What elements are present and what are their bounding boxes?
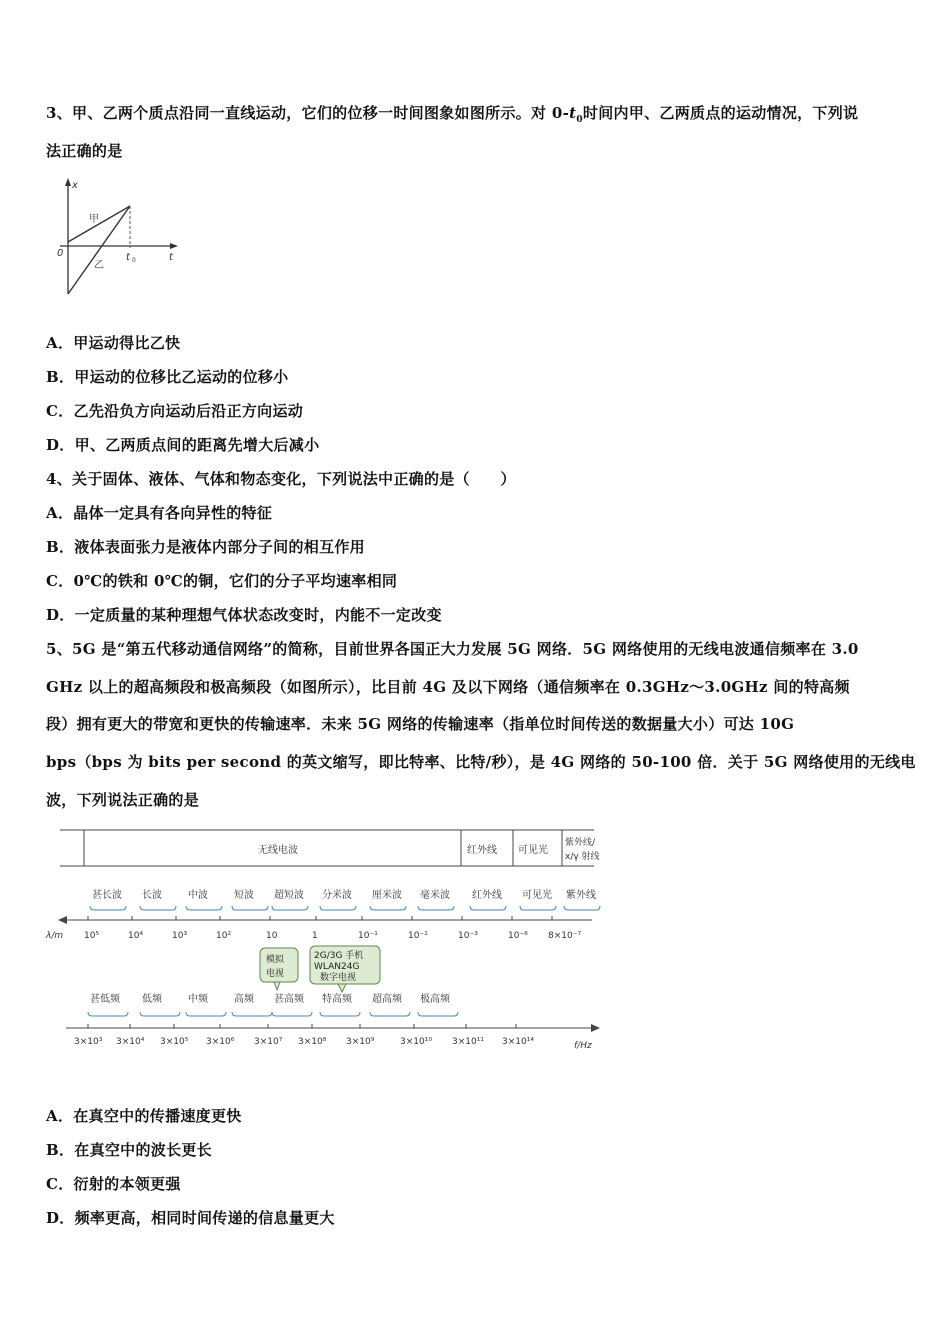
freq-band-label: 甚低频: [90, 994, 120, 1005]
wave-band-label: 分米波: [322, 890, 352, 901]
q5-stem-line2: GHz 以上的超高频段和极高频段（如图所示），比目前 4G 及以下网络（通信频率在 0.3GHz～3.0GHz 间的特高频: [46, 678, 850, 696]
y-axis-arrow: [65, 178, 71, 186]
wave-band-label: 红外线: [472, 890, 502, 901]
q3-option-d: D．甲、乙两质点间的距离先增大后减小: [46, 436, 320, 454]
q4-option-c: C．0℃的铁和 0℃的铜，它们的分子平均速率相同: [46, 572, 398, 590]
callout-analog-line1: 模拟: [266, 955, 285, 965]
wave-band-label: 厘米波: [372, 890, 402, 901]
wave-band-label: 紫外线: [566, 890, 596, 901]
mobile-callout-pointer: [338, 984, 346, 992]
frequency-axis-label: f/Hz: [574, 1041, 592, 1051]
header-radio-waves: 无线电波: [258, 845, 298, 856]
freq-tick-label: 3×10³: [74, 1037, 103, 1047]
x-axis-arrow: [170, 243, 178, 249]
freq-band-bracket: [272, 1012, 312, 1016]
freq-band-bracket: [320, 1012, 360, 1016]
freq-tick-label: 3×10⁴: [116, 1037, 145, 1047]
freq-tick-label: 3×10⁶: [206, 1037, 235, 1047]
t0-symbol: t: [569, 104, 577, 122]
wave-band-bracket: [520, 906, 556, 910]
wavelength-tick-label: 10⁻²: [408, 931, 428, 941]
freq-tick-label: 3×10⁸: [298, 1037, 327, 1047]
wave-band-bracket: [418, 906, 454, 910]
callout-analog-line2: 电视: [266, 969, 285, 979]
wavelength-tick-label: 1: [312, 931, 318, 941]
q4-option-b: B．液体表面张力是液体内部分子间的相互作用: [46, 538, 365, 556]
q3-stem-line1: 3、甲、乙两个质点沿同一直线运动，它们的位移一时间图象如图所示。对 $0-t_0$时间内甲、乙两质点的运动情况，下列说: [46, 104, 859, 125]
freq-tick-label: 3×10⁹: [346, 1037, 375, 1047]
q4-option-a: A．晶体一定具有各向异性的特征: [46, 504, 273, 522]
t0-label: t: [126, 252, 130, 263]
t0-sub: 0: [132, 257, 136, 264]
wave-band-label: 可见光: [522, 890, 552, 901]
wave-band-bracket: [272, 906, 308, 910]
wave-band-label: 甚长波: [92, 890, 122, 901]
frequency-axis-arrow: [591, 1024, 600, 1032]
header-infrared: 红外线: [467, 845, 497, 856]
q5-option-a: A．在真空中的传播速度更快: [46, 1107, 242, 1125]
freq-band-label: 超高频: [372, 994, 402, 1005]
freq-tick-label: 3×10¹¹: [452, 1037, 484, 1047]
wave-band-label: 毫米波: [420, 890, 450, 901]
freq-tick-label: 3×10⁵: [160, 1037, 189, 1047]
header-visible: 可见光: [518, 845, 548, 856]
wavelength-tick-label: 10²: [216, 931, 232, 941]
analog-tv-pointer: [274, 982, 280, 990]
line-b: [68, 206, 130, 294]
freq-band-label: 高频: [234, 994, 254, 1005]
wave-band-bracket: [470, 906, 506, 910]
q3-option-b: B．甲运动的位移比乙运动的位移小: [46, 368, 289, 386]
freq-band-label: 特高频: [322, 994, 352, 1005]
wavelength-axis-label: λ/m: [46, 931, 64, 941]
wavelength-tick-label: 10⁻¹: [358, 931, 378, 941]
line-b-label: 乙: [94, 260, 104, 271]
freq-band-label: 低频: [142, 994, 162, 1005]
freq-band-bracket: [370, 1012, 410, 1016]
freq-band-label: 中频: [188, 994, 208, 1005]
q5-option-b: B．在真空中的波长更长: [46, 1141, 212, 1159]
y-axis-label: x: [72, 180, 78, 191]
wavelength-tick-label: 10⁴: [128, 931, 144, 941]
freq-band-bracket: [418, 1012, 458, 1016]
origin-label: 0: [57, 248, 64, 259]
q5-stem-line5: 波，下列说法正确的是: [46, 791, 200, 809]
x-axis-label: t: [169, 252, 173, 263]
wave-band-label: 短波: [234, 890, 254, 901]
freq-band-bracket: [140, 1012, 180, 1016]
wave-band-bracket: [564, 906, 600, 910]
q3-stem-line2: 法正确的是: [46, 142, 123, 160]
wave-band-bracket: [320, 906, 356, 910]
q3-option-c: C．乙先沿负方向运动后沿正方向运动: [46, 402, 304, 420]
line-a: [68, 206, 130, 242]
freq-band-bracket: [186, 1012, 226, 1016]
q3-displacement-time-graph: [56, 176, 186, 300]
freq-band-label: 甚高频: [274, 994, 304, 1005]
wave-band-bracket: [370, 906, 406, 910]
wave-band-bracket: [232, 906, 268, 910]
q5-stem-line1: 5、5G 是“第五代移动通信网络”的简称，目前世界各国正大力发展 5G 网络．5G 网络使用的无线电波通信频率在 3.0: [46, 640, 859, 658]
q5-option-d: D．频率更高，相同时间传递的信息量更大: [46, 1209, 335, 1227]
callout-mobile-line3: 数字电视: [320, 973, 357, 983]
freq-tick-label: 3×10¹⁴: [502, 1037, 534, 1047]
wavelength-tick-label: 10³: [172, 931, 188, 941]
wave-band-bracket: [140, 906, 176, 910]
wave-band-bracket: [90, 906, 126, 910]
wave-band-bracket: [186, 906, 222, 910]
callout-mobile-line2: WLAN24G: [314, 962, 360, 972]
wave-band-label: 长波: [142, 890, 162, 901]
callout-mobile-line1: 2G/3G 手机: [314, 951, 364, 961]
freq-tick-label: 3×10⁷: [254, 1037, 283, 1047]
wave-band-label: 超短波: [274, 890, 304, 901]
line-a-label: 甲: [89, 214, 99, 225]
header-uv: 紫外线/: [565, 838, 596, 848]
freq-band-bracket: [88, 1012, 128, 1016]
q3-option-a: A．甲运动得比乙快: [46, 334, 181, 352]
wavelength-tick-label: 10: [266, 931, 278, 941]
wavelength-tick-label: 10⁵: [84, 931, 100, 941]
wavelength-axis-arrow: [58, 916, 67, 924]
q5-stem-line3: 段）拥有更大的带宽和更快的传输速率．未来 5G 网络的传输速率（指单位时间传送的数据量大小）可达 10G: [46, 715, 795, 733]
freq-tick-label: 3×10¹⁰: [400, 1037, 432, 1047]
freq-band-bracket: [232, 1012, 272, 1016]
wavelength-tick-label: 10⁻⁶: [508, 931, 528, 941]
header-xray: x/γ 射线: [565, 852, 600, 862]
q5-option-c: C．衍射的本领更强: [46, 1175, 181, 1193]
wavelength-tick-label: 8×10⁻⁷: [548, 931, 582, 941]
freq-band-label: 极高频: [420, 994, 450, 1005]
q4-stem: 4、关于固体、液体、气体和物态变化，下列说法中正确的是（ ）: [46, 470, 516, 488]
q4-option-d: D．一定质量的某种理想气体状态改变时，内能不一定改变: [46, 606, 442, 624]
q5-stem-line4: bps（bps 为 bits per second 的英文缩写，即比特率、比特/秒），是 4G 网络的 50-100 倍．关于 5G 网络使用的无线电: [46, 753, 916, 771]
wavelength-tick-label: 10⁻³: [458, 931, 478, 941]
em-spectrum-diagram: [46, 826, 606, 1054]
wave-band-label: 中波: [188, 890, 208, 901]
